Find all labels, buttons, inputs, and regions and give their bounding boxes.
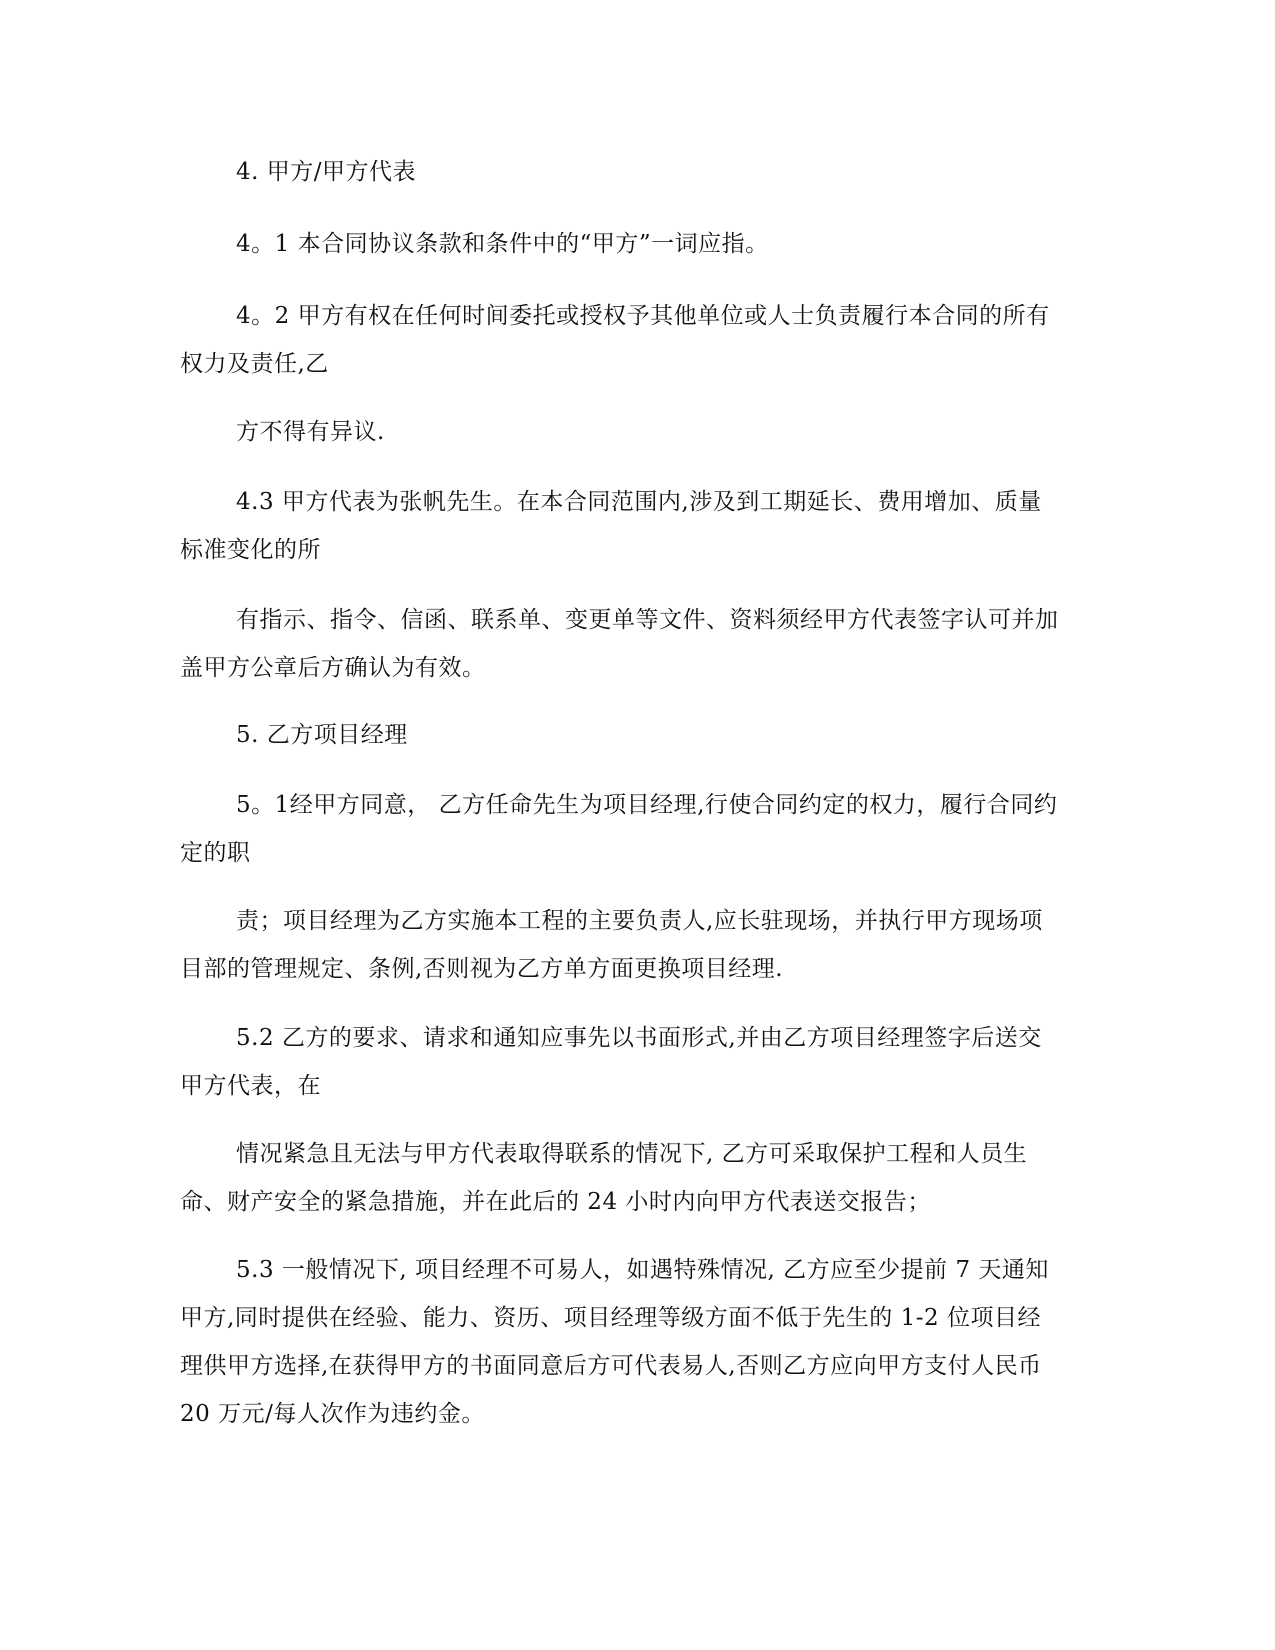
clause-4-2-continued: 方不得有异议.: [236, 419, 385, 445]
clause-5-2-continued: 情况紧急且无法与甲方代表取得联系的情况下, 乙方可采取保护工程和人员生命、财产安全的紧急措施，并在此后的 24 小时内向甲方代表送交报告；: [180, 1141, 1028, 1215]
heading-4: 4. 甲方/甲方代表: [236, 159, 417, 185]
clause-4-3: 4.3 甲方代表为张帆先生。在本合同范围内,涉及到工期延长、费用增加、质量标准变化的所: [180, 489, 1042, 563]
heading-5: 5. 乙方项目经理: [236, 722, 408, 748]
clause-5-1-continued: 责；项目经理为乙方实施本工程的主要负责人,应长驻现场，并执行甲方现场项目部的管理规定、条例,否则视为乙方单方面更换项目经理.: [180, 908, 1043, 982]
clause-4-1: 4。1 本合同协议条款和条件中的“甲方”一词应指。: [236, 231, 769, 257]
clause-5-2: 5.2 乙方的要求、请求和通知应事先以书面形式,并由乙方项目经理签字后送交甲方代表，在: [180, 1025, 1042, 1099]
clause-4-2: 4。2 甲方有权在任何时间委托或授权予其他单位或人士负责履行本合同的所有权力及责任,乙: [180, 303, 1050, 377]
clause-4-3-continued: 有指示、指令、信函、联系单、变更单等文件、资料须经甲方代表签字认可并加盖甲方公章后方确认为有效。: [180, 607, 1059, 681]
clause-5-1: 5。1经甲方同意， 乙方任命先生为项目经理,行使合同约定的权力，履行合同约定的职: [180, 792, 1058, 866]
clause-5-3: 5.3 一般情况下, 项目经理不可易人，如遇特殊情况, 乙方应至少提前 7 天通知甲方,同时提供在经验、能力、资历、项目经理等级方面不低于先生的 1-2 位项目经理供甲方选择,在获得甲方的书面同意后方可代表易人,否则乙方应向甲方支付人民币 20 万元/每人次作为违约金。: [180, 1257, 1049, 1427]
